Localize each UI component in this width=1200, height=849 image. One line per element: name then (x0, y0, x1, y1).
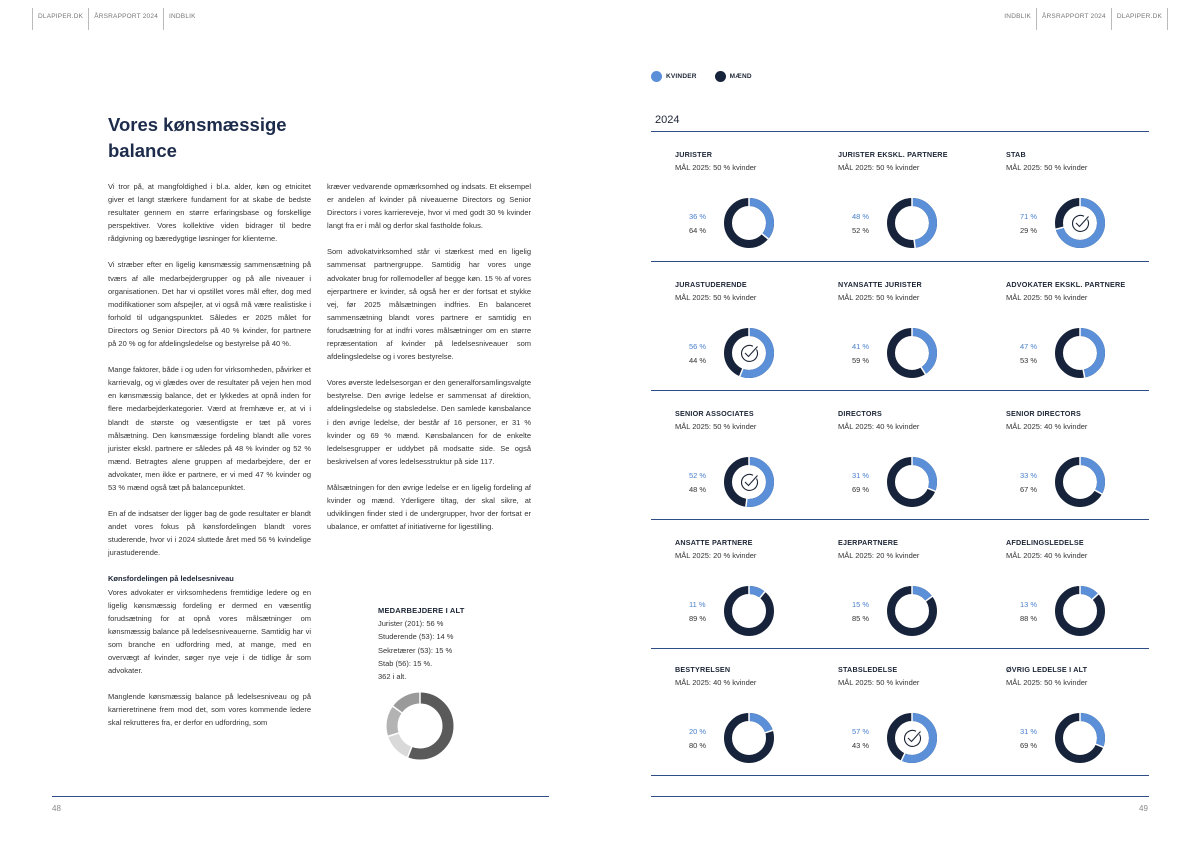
cell-goal: MÅL 2025: 20 % kvinder (675, 551, 757, 560)
cell-title: SENIOR ASSOCIATES (675, 409, 754, 418)
men-swatch-icon (715, 71, 726, 82)
men-percent: 59 % (852, 356, 870, 365)
staff-line: Sekretærer (53): 15 % (378, 645, 453, 655)
text-column-1 (108, 180, 311, 742)
gender-donut (723, 712, 775, 764)
header-link-site[interactable]: DLAPIPER.DK (1112, 8, 1168, 30)
page-title: Vores kønsmæssige balance (108, 114, 287, 161)
page-number-left: 48 (52, 804, 61, 813)
year-label: 2024 (655, 114, 680, 126)
cell-goal: MÅL 2025: 50 % kvinder (838, 293, 920, 302)
gender-donut (1054, 585, 1106, 637)
goal-achieved-check-icon (905, 730, 921, 746)
men-percent: 67 % (1020, 485, 1038, 494)
legend-item-men (715, 71, 752, 82)
gender-donut (723, 456, 775, 508)
paragraph: Vi stræber efter en ligelig kønsmæssig sammensætning på tværs af alle medarbejdergrupper og på alle niveauer i organisationen. Det har vi opstillet vores mål efter, dog med modifikationer som afspejler, at vi også må være realistiske i forhold til udgangspunktet. Således er 2025 målet for Directors og Senior Directors på 40 % kvinder, for partnere på 20 % og for afdelingsledelse og bestyrelse på 40 %. (108, 260, 311, 349)
men-percent: 48 % (689, 485, 707, 494)
cell-goal: MÅL 2025: 50 % kvinder (1006, 678, 1088, 687)
cell-goal: MÅL 2025: 20 % kvinder (838, 551, 920, 560)
women-percent: 41 % (852, 342, 870, 351)
paragraph: Manglende kønsmæssig balance på ledelsesniveau og på karrieretrinene frem mod det, som vores kommende ledere skal rekrutteres fra, er derfor en udfordring, som (108, 692, 311, 728)
women-percent: 13 % (1020, 600, 1038, 609)
paragraph: Som advokatvirksomhed står vi stærkest med en ligelig sammensat partnergruppe. Samtidig har vores unge advokater brug for rollemodeller af begge køn. 15 % af vores ejerpartnere er kvinder, så også her er der fortsat et stykke vej, før 2025 målsætningen indfries. En balanceret sammensætning blandt vores partnere er samtidig en forudsætning for at indfri vores målsætninger om en større repræsentation af kvinder på ledelsesniveauer som afdelingsledelse og i vores bestyrelse. (327, 247, 531, 362)
cell-goal: MÅL 2025: 40 % kvinder (1006, 551, 1088, 560)
men-percent: 53 % (1020, 356, 1038, 365)
gender-cell (1006, 665, 1166, 785)
legend-item-women (651, 71, 697, 82)
staff-summary (378, 604, 465, 683)
gender-donut (886, 585, 938, 637)
cell-goal: MÅL 2025: 50 % kvinder (838, 163, 920, 172)
gender-cell (838, 665, 998, 785)
paragraph: Målsætningen for den øvrige ledelse er en ligelig fordeling af kvinder og mænd. Yderligere tiltag, der skal sikre, at udviklingen finder sted i de undergrupper, hvor der fortsat er ubalance, er omfattet af initiativerne for ligestilling. (327, 482, 531, 532)
paragraph: En af de indsatser der ligger bag de gode resultater er blandt andet vores fokus på kønsfordelingen blandt vores studerende, hvor vi i 2024 sluttede året med 56 % kvindelige jurastuderende. (108, 509, 311, 558)
staff-line: 362 i alt. (378, 672, 407, 682)
women-percent: 57 % (852, 727, 870, 736)
women-percent: 71 % (1020, 212, 1038, 221)
gender-donut (886, 456, 938, 508)
header-link-section[interactable]: INDBLIK (999, 8, 1037, 30)
staff-line: Jurister (201): 56 % (378, 619, 444, 629)
women-percent: 15 % (852, 600, 870, 609)
gender-donut (1054, 197, 1106, 249)
women-percent: 31 % (1020, 727, 1038, 736)
cell-goal: MÅL 2025: 50 % kvinder (1006, 293, 1088, 302)
men-percent: 44 % (689, 356, 707, 365)
women-percent: 31 % (852, 471, 870, 480)
men-percent: 43 % (852, 741, 870, 750)
men-percent: 80 % (689, 741, 707, 750)
cell-title: ADVOKATER EKSKL. PARTNERE (1006, 280, 1126, 289)
cell-title: NYANSATTE JURISTER (838, 280, 922, 289)
women-percent: 52 % (689, 471, 707, 480)
gender-cell (675, 538, 835, 658)
page-number-right: 49 (1139, 804, 1148, 813)
women-percent: 48 % (852, 212, 870, 221)
women-percent: 36 % (689, 212, 707, 221)
gender-donut (886, 197, 938, 249)
men-percent: 64 % (689, 226, 707, 235)
gender-cell (675, 280, 835, 400)
men-percent: 52 % (852, 226, 870, 235)
staff-donut-chart (385, 691, 455, 761)
cell-goal: MÅL 2025: 50 % kvinder (675, 293, 757, 302)
legend-label-women: KVINDER (666, 73, 697, 80)
cell-title: SENIOR DIRECTORS (1006, 409, 1081, 418)
legend (651, 71, 752, 82)
paragraph: Mange faktorer, både i og uden for virksomheden, påvirker et karrievalg, og vi glædes over de resultater på vejen hen mod en kønsmæssig balance, det er lykkedes at opnå inden for flere medarbejderkategorier. Værd at fremhæve er, at vi i blandt de største og væsentligste er tæt på vores målsætning. Den kønsmæssige fordeling blandt alle vores jurister ekskl. partnere er således på 48 % kvinder og 52 % mænd. Betragtes alene gruppen af medarbejdere, der er advokater, men ikke er partnere, er vi med 47 % kvinder og 53 % mænd også tæt på balancepunktet. (108, 365, 311, 492)
gender-cell (838, 538, 998, 658)
gender-cell (675, 409, 835, 529)
gender-cell (675, 665, 835, 785)
goal-achieved-check-icon (742, 345, 758, 361)
gender-donut (886, 712, 938, 764)
cell-goal: MÅL 2025: 40 % kvinder (675, 678, 757, 687)
staff-line: Stab (56): 15 %. (378, 658, 433, 668)
gender-donut (723, 197, 775, 249)
header-link-section[interactable]: INDBLIK (163, 8, 201, 30)
women-percent: 20 % (689, 727, 707, 736)
gender-cell (838, 150, 998, 270)
cell-title: ANSATTE PARTNERE (675, 538, 753, 547)
header-right (999, 8, 1168, 30)
men-arc (728, 590, 770, 632)
subheading: Kønsfordelingen på ledelsesniveau (108, 574, 234, 584)
paragraph: Vores øverste ledelsesorgan er den generalforsamlingsvalgte bestyrelse. Den øvrige ledelse er sammensat af direktion, afdelingsledelse og stabsledelse. Den samlede kønsbalance i den øvrige ledelse, der består af 16 personer, er 31 % kvinder og 69 % mænd. Kønsbalancen for de enkelte ledelsesgrupper er uddybet på modsatte side. Se også beskrivelsen af vores ledelsesstruktur på side 117. (327, 378, 531, 466)
text-column-2 (327, 180, 531, 546)
women-percent: 47 % (1020, 342, 1038, 351)
gender-cell (1006, 280, 1166, 400)
gender-cell (1006, 409, 1166, 529)
gender-cell (838, 409, 998, 529)
gender-cell (838, 280, 998, 400)
goal-achieved-check-icon (1073, 215, 1089, 231)
header-left (32, 8, 201, 30)
cell-title: ØVRIG LEDELSE I ALT (1006, 665, 1088, 674)
year-divider (651, 131, 1149, 132)
cell-title: JURASTUDERENDE (675, 280, 747, 289)
header-link-report[interactable]: ÅRSRAPPORT 2024 (88, 8, 163, 30)
gender-donut (1054, 712, 1106, 764)
legend-label-men: MÆND (729, 73, 752, 80)
cell-goal: MÅL 2025: 50 % kvinder (675, 422, 757, 431)
cell-goal: MÅL 2025: 50 % kvinder (1006, 163, 1088, 172)
header-link-site[interactable]: DLAPIPER.DK (32, 8, 88, 30)
men-percent: 69 % (852, 485, 870, 494)
cell-title: JURISTER (675, 150, 713, 159)
men-percent: 88 % (1020, 614, 1038, 623)
gender-donut (723, 585, 775, 637)
men-percent: 85 % (852, 614, 870, 623)
paragraph: Vores advokater er virksomhedens fremtidige ledere og en ligelig kønsmæssig fordeling er dermed en væsentlig forudsætning for at opnå vores målsætninger om kønsmæssig balance på ledelsesniveauerne. Samtidig har vi som branche en udfordring med, at mange, med en overvægt af kvinder, søger nye veje i de tidlige år som advokater. (108, 587, 311, 676)
cell-goal: MÅL 2025: 50 % kvinder (675, 163, 757, 172)
staff-heading: MEDARBEJDERE I ALT (378, 606, 465, 615)
cell-title: EJERPARTNERE (838, 538, 899, 547)
goal-achieved-check-icon (742, 474, 758, 490)
header-link-report[interactable]: ÅRSRAPPORT 2024 (1037, 8, 1112, 30)
cell-title: STABSLEDELSE (838, 665, 898, 674)
cell-title: DIRECTORS (838, 409, 882, 418)
gender-cell (1006, 538, 1166, 658)
gender-donut (1054, 456, 1106, 508)
women-swatch-icon (651, 71, 662, 82)
footer-divider-left (52, 796, 549, 797)
cell-goal: MÅL 2025: 40 % kvinder (838, 422, 920, 431)
men-percent: 89 % (689, 614, 707, 623)
men-percent: 69 % (1020, 741, 1038, 750)
cell-title: STAB (1006, 150, 1026, 159)
footer-divider-right (651, 796, 1149, 797)
gender-donut (1054, 327, 1106, 379)
gender-donut (886, 327, 938, 379)
men-percent: 29 % (1020, 226, 1038, 235)
cell-title: JURISTER EKSKL. PARTNERE (838, 150, 948, 159)
gender-donut (723, 327, 775, 379)
gender-cell (675, 150, 835, 270)
women-percent: 11 % (689, 600, 706, 609)
cell-goal: MÅL 2025: 40 % kvinder (1006, 422, 1088, 431)
cell-title: BESTYRELSEN (675, 665, 731, 674)
women-percent: 33 % (1020, 471, 1038, 480)
cell-goal: MÅL 2025: 50 % kvinder (838, 678, 920, 687)
staff-line: Studerende (53): 14 % (378, 632, 454, 642)
cell-title: AFDELINGSLEDELSE (1006, 538, 1084, 547)
paragraph: kræver vedvarende opmærksomhed og indsats. Et eksempel er andelen af kvinder på niveauerne Directors og Senior Directors i vores karriereveje, hvor vi med godt 30 % kvinder langt fra er i mål og derfor skal fastholde fokus. (327, 182, 531, 231)
women-percent: 56 % (689, 342, 707, 351)
gender-cell (1006, 150, 1166, 270)
paragraph: Vi tror på, at mangfoldighed i bl.a. alder, køn og etnicitet giver et langt stærkere fundament for at skabe de bedste resultater gennem en større erfaringsbase og forskellige perspektiver. Vores kollektive viden bidrager til bedre rådgivning og bæredygtige løsninger for klienterne. (108, 182, 311, 244)
